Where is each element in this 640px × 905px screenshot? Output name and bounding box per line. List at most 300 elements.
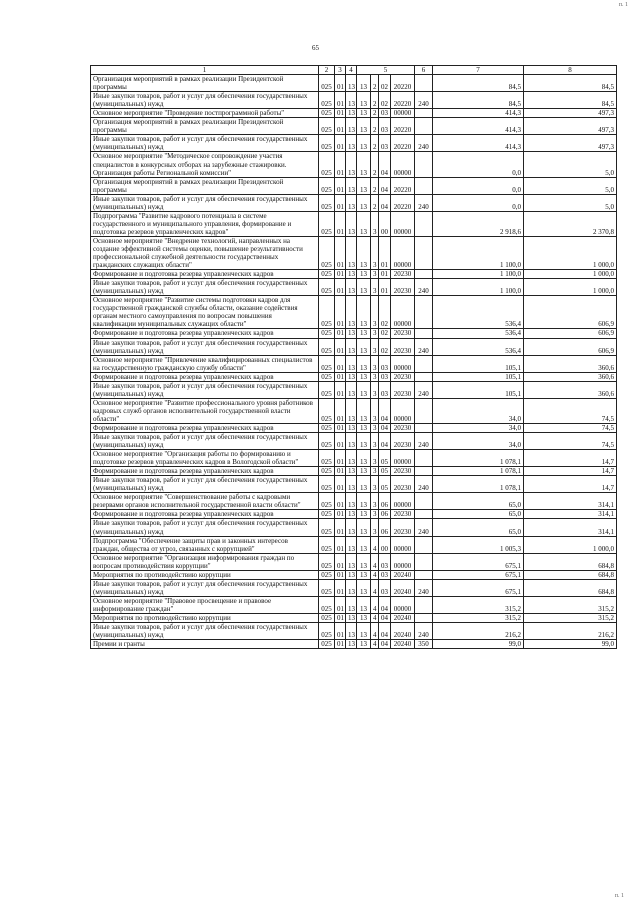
subsection-code-cell: 13 — [346, 279, 357, 296]
program-code-cell: 13 — [357, 493, 371, 510]
ved-code-cell: 025 — [319, 570, 335, 579]
activity-code-cell: 04 — [379, 596, 391, 613]
table-row — [91, 398, 617, 423]
program-code-cell: 13 — [357, 75, 371, 92]
subprogram-code-cell: 4 — [371, 536, 379, 553]
amount-2019-cell: 34,0 — [433, 423, 524, 432]
header-cell: 5 — [357, 66, 415, 75]
subsection-code-cell: 13 — [346, 570, 357, 579]
subsection-code-cell: 13 — [346, 194, 357, 211]
subsection-code-cell: 13 — [346, 152, 357, 177]
section-code-cell: 01 — [335, 118, 346, 135]
section-code-cell: 01 — [335, 109, 346, 118]
activity-code-cell: 03 — [379, 118, 391, 135]
activity-code-cell: 03 — [379, 381, 391, 398]
direction-code-cell: 20230 — [391, 467, 415, 476]
program-code-cell: 13 — [357, 467, 371, 476]
row-name-cell: Основное мероприятие "Привлечение квалифицированных специалистов на государственную гражданскую службу области" — [91, 355, 319, 372]
amount-2019-cell: 0,0 — [433, 177, 524, 194]
amount-2020-cell: 606,9 — [524, 329, 617, 338]
ved-code-cell: 025 — [319, 510, 335, 519]
subsection-code-cell: 13 — [346, 236, 357, 269]
table-row — [91, 614, 617, 623]
section-code-cell: 01 — [335, 381, 346, 398]
direction-code-cell: 20220 — [391, 92, 415, 109]
corner-mark-bottom: п. 1 — [614, 893, 624, 899]
subprogram-code-cell: 3 — [371, 493, 379, 510]
amount-2020-cell: 99,0 — [524, 640, 617, 649]
program-code-cell: 13 — [357, 329, 371, 338]
program-code-cell: 13 — [357, 596, 371, 613]
amount-2019-cell: 0,0 — [433, 152, 524, 177]
amount-2019-cell: 65,0 — [433, 519, 524, 536]
amount-2020-cell: 14,7 — [524, 450, 617, 467]
amount-2020-cell: 315,2 — [524, 596, 617, 613]
direction-code-cell: 20230 — [391, 510, 415, 519]
header-row — [91, 66, 617, 75]
subprogram-code-cell: 4 — [371, 614, 379, 623]
direction-code-cell: 20220 — [391, 75, 415, 92]
table-row — [91, 118, 617, 135]
expense-type-cell — [415, 596, 433, 613]
amount-2020-cell: 360,6 — [524, 372, 617, 381]
subsection-code-cell: 13 — [346, 493, 357, 510]
row-name-cell: Формирование и подготовка резерва управленческих кадров — [91, 423, 319, 432]
subprogram-code-cell: 3 — [371, 372, 379, 381]
section-code-cell: 01 — [335, 510, 346, 519]
table-row — [91, 236, 617, 269]
subsection-code-cell: 13 — [346, 329, 357, 338]
corner-mark-top: п. 1 — [618, 2, 628, 8]
ved-code-cell: 025 — [319, 194, 335, 211]
activity-code-cell: 00 — [379, 536, 391, 553]
activity-code-cell: 02 — [379, 338, 391, 355]
amount-2020-cell: 1 000,0 — [524, 236, 617, 269]
row-name-cell: Организация мероприятий в рамках реализации Президентской программы — [91, 75, 319, 92]
ved-code-cell: 025 — [319, 553, 335, 570]
expense-type-cell — [415, 270, 433, 279]
section-code-cell: 01 — [335, 433, 346, 450]
amount-2019-cell: 675,1 — [433, 579, 524, 596]
ved-code-cell: 025 — [319, 329, 335, 338]
section-code-cell: 01 — [335, 450, 346, 467]
subsection-code-cell: 13 — [346, 579, 357, 596]
expense-type-cell — [415, 118, 433, 135]
expense-type-cell: 350 — [415, 640, 433, 649]
subsection-code-cell: 13 — [346, 553, 357, 570]
subprogram-code-cell: 4 — [371, 623, 379, 640]
section-code-cell: 01 — [335, 536, 346, 553]
table-row — [91, 152, 617, 177]
ved-code-cell: 025 — [319, 640, 335, 649]
row-name-cell: Формирование и подготовка резерва управленческих кадров — [91, 510, 319, 519]
table-row — [91, 510, 617, 519]
header-cell: 7 — [433, 66, 524, 75]
activity-code-cell: 01 — [379, 236, 391, 269]
ved-code-cell: 025 — [319, 467, 335, 476]
expense-type-cell — [415, 329, 433, 338]
amount-2019-cell: 84,5 — [433, 92, 524, 109]
direction-code-cell: 20230 — [391, 329, 415, 338]
program-code-cell: 13 — [357, 423, 371, 432]
amount-2019-cell: 414,3 — [433, 118, 524, 135]
program-code-cell: 13 — [357, 510, 371, 519]
program-code-cell: 13 — [357, 433, 371, 450]
subprogram-code-cell: 2 — [371, 109, 379, 118]
program-code-cell: 13 — [357, 623, 371, 640]
section-code-cell: 01 — [335, 329, 346, 338]
activity-code-cell: 04 — [379, 433, 391, 450]
activity-code-cell: 04 — [379, 152, 391, 177]
expense-type-cell — [415, 177, 433, 194]
program-code-cell: 13 — [357, 296, 371, 329]
amount-2020-cell: 5,0 — [524, 152, 617, 177]
subprogram-code-cell: 3 — [371, 450, 379, 467]
amount-2020-cell: 216,2 — [524, 623, 617, 640]
ved-code-cell: 025 — [319, 476, 335, 493]
amount-2020-cell: 314,1 — [524, 519, 617, 536]
amount-2019-cell: 675,1 — [433, 553, 524, 570]
amount-2020-cell: 606,9 — [524, 338, 617, 355]
header-cell: 2 — [319, 66, 335, 75]
row-name-cell: Основное мероприятие "Внедрение технологий, направленных на создание эффективной системы оценки, повышение результативности профессиональной служебной деятельности государственных гражданских служащих области" — [91, 236, 319, 269]
row-name-cell: Иные закупки товаров, работ и услуг для обеспечения государственных (муниципальных) нужд — [91, 476, 319, 493]
table-row — [91, 296, 617, 329]
amount-2019-cell: 536,4 — [433, 338, 524, 355]
subprogram-code-cell: 3 — [371, 211, 379, 236]
direction-code-cell: 00000 — [391, 493, 415, 510]
section-code-cell: 01 — [335, 570, 346, 579]
amount-2019-cell: 0,0 — [433, 194, 524, 211]
subprogram-code-cell: 2 — [371, 75, 379, 92]
header-cell: 1 — [91, 66, 319, 75]
row-name-cell: Иные закупки товаров, работ и услуг для обеспечения государственных (муниципальных) нужд — [91, 279, 319, 296]
expense-type-cell: 240 — [415, 279, 433, 296]
section-code-cell: 01 — [335, 372, 346, 381]
header-cell: 3 — [335, 66, 346, 75]
expense-type-cell: 240 — [415, 476, 433, 493]
table-row — [91, 279, 617, 296]
expense-type-cell — [415, 423, 433, 432]
amount-2020-cell: 684,8 — [524, 553, 617, 570]
amount-2019-cell: 65,0 — [433, 510, 524, 519]
table-row — [91, 177, 617, 194]
row-name-cell: Иные закупки товаров, работ и услуг для обеспечения государственных (муниципальных) нужд — [91, 338, 319, 355]
ved-code-cell: 025 — [319, 118, 335, 135]
amount-2019-cell: 65,0 — [433, 493, 524, 510]
subprogram-code-cell: 2 — [371, 194, 379, 211]
expense-type-cell: 240 — [415, 135, 433, 152]
program-code-cell: 13 — [357, 270, 371, 279]
direction-code-cell: 20230 — [391, 338, 415, 355]
row-name-cell: Подпрограмма "Обеспечение защиты прав и законных интересов граждан, общества от угроз, связанных с коррупцией" — [91, 536, 319, 553]
expense-type-cell: 240 — [415, 519, 433, 536]
direction-code-cell: 00000 — [391, 109, 415, 118]
amount-2020-cell: 2 370,8 — [524, 211, 617, 236]
direction-code-cell: 20230 — [391, 270, 415, 279]
activity-code-cell: 05 — [379, 450, 391, 467]
activity-code-cell: 04 — [379, 194, 391, 211]
section-code-cell: 01 — [335, 596, 346, 613]
activity-code-cell: 04 — [379, 423, 391, 432]
amount-2020-cell: 606,9 — [524, 296, 617, 329]
expense-type-cell — [415, 467, 433, 476]
expense-type-cell — [415, 296, 433, 329]
table-row — [91, 194, 617, 211]
section-code-cell: 01 — [335, 579, 346, 596]
amount-2019-cell: 105,1 — [433, 355, 524, 372]
table-row — [91, 476, 617, 493]
amount-2020-cell: 497,3 — [524, 109, 617, 118]
program-code-cell: 13 — [357, 118, 371, 135]
amount-2020-cell: 360,6 — [524, 355, 617, 372]
direction-code-cell: 20240 — [391, 614, 415, 623]
section-code-cell: 01 — [335, 92, 346, 109]
subsection-code-cell: 13 — [346, 433, 357, 450]
ved-code-cell: 025 — [319, 236, 335, 269]
direction-code-cell: 00000 — [391, 296, 415, 329]
section-code-cell: 01 — [335, 270, 346, 279]
table-row — [91, 372, 617, 381]
subprogram-code-cell: 3 — [371, 329, 379, 338]
amount-2019-cell: 105,1 — [433, 372, 524, 381]
program-code-cell: 13 — [357, 476, 371, 493]
activity-code-cell: 02 — [379, 296, 391, 329]
section-code-cell: 01 — [335, 236, 346, 269]
row-name-cell: Организация мероприятий в рамках реализации Президентской программы — [91, 177, 319, 194]
amount-2019-cell: 1 078,1 — [433, 476, 524, 493]
amount-2019-cell: 34,0 — [433, 433, 524, 450]
ved-code-cell: 025 — [319, 423, 335, 432]
subsection-code-cell: 13 — [346, 510, 357, 519]
direction-code-cell: 20240 — [391, 640, 415, 649]
table-row — [91, 596, 617, 613]
subsection-code-cell: 13 — [346, 640, 357, 649]
section-code-cell: 01 — [335, 338, 346, 355]
direction-code-cell: 20230 — [391, 423, 415, 432]
amount-2020-cell: 84,5 — [524, 92, 617, 109]
program-code-cell: 13 — [357, 450, 371, 467]
subprogram-code-cell: 2 — [371, 177, 379, 194]
section-code-cell: 01 — [335, 614, 346, 623]
program-code-cell: 13 — [357, 614, 371, 623]
direction-code-cell: 00000 — [391, 596, 415, 613]
amount-2020-cell: 14,7 — [524, 476, 617, 493]
expense-type-cell — [415, 355, 433, 372]
direction-code-cell: 20230 — [391, 279, 415, 296]
page-number: 65 — [312, 44, 319, 52]
activity-code-cell: 04 — [379, 398, 391, 423]
amount-2019-cell: 1 100,0 — [433, 236, 524, 269]
expense-type-cell: 240 — [415, 579, 433, 596]
direction-code-cell: 20220 — [391, 118, 415, 135]
program-code-cell: 13 — [357, 355, 371, 372]
expense-type-cell: 240 — [415, 194, 433, 211]
direction-code-cell: 20230 — [391, 372, 415, 381]
subsection-code-cell: 13 — [346, 296, 357, 329]
activity-code-cell: 03 — [379, 579, 391, 596]
row-name-cell: Основное мероприятие "Развитие профессионального уровня работников кадровых служб органов исполнительной государственной власти области" — [91, 398, 319, 423]
expense-type-cell — [415, 536, 433, 553]
table-row — [91, 270, 617, 279]
table-row — [91, 570, 617, 579]
activity-code-cell: 06 — [379, 519, 391, 536]
activity-code-cell: 03 — [379, 355, 391, 372]
subsection-code-cell: 13 — [346, 381, 357, 398]
subsection-code-cell: 13 — [346, 135, 357, 152]
expense-type-cell — [415, 236, 433, 269]
amount-2019-cell: 1 078,1 — [433, 467, 524, 476]
amount-2020-cell: 497,3 — [524, 135, 617, 152]
section-code-cell: 01 — [335, 519, 346, 536]
direction-code-cell: 20230 — [391, 381, 415, 398]
expense-type-cell — [415, 493, 433, 510]
expense-type-cell — [415, 75, 433, 92]
direction-code-cell: 20220 — [391, 194, 415, 211]
row-name-cell: Формирование и подготовка резерва управленческих кадров — [91, 329, 319, 338]
amount-2019-cell: 1 078,1 — [433, 450, 524, 467]
amount-2020-cell: 74,5 — [524, 398, 617, 423]
program-code-cell: 13 — [357, 372, 371, 381]
direction-code-cell: 20240 — [391, 570, 415, 579]
subprogram-code-cell: 3 — [371, 270, 379, 279]
table-row — [91, 75, 617, 92]
table-row — [91, 109, 617, 118]
amount-2020-cell: 360,6 — [524, 381, 617, 398]
section-code-cell: 01 — [335, 493, 346, 510]
amount-2019-cell: 315,2 — [433, 614, 524, 623]
amount-2020-cell: 314,1 — [524, 510, 617, 519]
subsection-code-cell: 13 — [346, 614, 357, 623]
activity-code-cell: 02 — [379, 75, 391, 92]
ved-code-cell: 025 — [319, 614, 335, 623]
table-row — [91, 579, 617, 596]
table-row — [91, 355, 617, 372]
table-row — [91, 519, 617, 536]
direction-code-cell: 00000 — [391, 553, 415, 570]
direction-code-cell: 20230 — [391, 433, 415, 450]
expense-type-cell — [415, 510, 433, 519]
header-cell: 8 — [524, 66, 617, 75]
subprogram-code-cell: 4 — [371, 640, 379, 649]
header-cell: 6 — [415, 66, 433, 75]
direction-code-cell: 00000 — [391, 236, 415, 269]
amount-2019-cell: 414,3 — [433, 135, 524, 152]
subsection-code-cell: 13 — [346, 476, 357, 493]
ved-code-cell: 025 — [319, 338, 335, 355]
program-code-cell: 13 — [357, 236, 371, 269]
expense-type-cell — [415, 211, 433, 236]
ved-code-cell: 025 — [319, 152, 335, 177]
row-name-cell: Иные закупки товаров, работ и услуг для обеспечения государственных (муниципальных) нужд — [91, 135, 319, 152]
row-name-cell: Иные закупки товаров, работ и услуг для обеспечения государственных (муниципальных) нужд — [91, 194, 319, 211]
program-code-cell: 13 — [357, 570, 371, 579]
program-code-cell: 13 — [357, 92, 371, 109]
row-name-cell: Иные закупки товаров, работ и услуг для обеспечения государственных (муниципальных) нужд — [91, 433, 319, 450]
row-name-cell: Иные закупки товаров, работ и услуг для обеспечения государственных (муниципальных) нужд — [91, 579, 319, 596]
table-row — [91, 381, 617, 398]
section-code-cell: 01 — [335, 623, 346, 640]
expense-type-cell — [415, 450, 433, 467]
activity-code-cell: 05 — [379, 476, 391, 493]
row-name-cell: Иные закупки товаров, работ и услуг для обеспечения государственных (муниципальных) нужд — [91, 623, 319, 640]
subprogram-code-cell: 3 — [371, 355, 379, 372]
program-code-cell: 13 — [357, 109, 371, 118]
amount-2020-cell: 14,7 — [524, 467, 617, 476]
row-name-cell: Основное мероприятие "Проведение постпрограммной работы" — [91, 109, 319, 118]
table-row — [91, 329, 617, 338]
ved-code-cell: 025 — [319, 450, 335, 467]
subsection-code-cell: 13 — [346, 519, 357, 536]
subprogram-code-cell: 4 — [371, 596, 379, 613]
table-row — [91, 135, 617, 152]
row-name-cell: Основное мероприятие "Организация информирования граждан по вопросам противодействия коррупции" — [91, 553, 319, 570]
activity-code-cell: 03 — [379, 570, 391, 579]
subprogram-code-cell: 3 — [371, 296, 379, 329]
amount-2020-cell: 1 000,0 — [524, 279, 617, 296]
subsection-code-cell: 13 — [346, 118, 357, 135]
ved-code-cell: 025 — [319, 623, 335, 640]
subsection-code-cell: 13 — [346, 92, 357, 109]
ved-code-cell: 025 — [319, 211, 335, 236]
row-name-cell: Мероприятия по противодействию коррупции — [91, 614, 319, 623]
program-code-cell: 13 — [357, 279, 371, 296]
amount-2020-cell: 314,1 — [524, 493, 617, 510]
row-name-cell: Основное мероприятие "Методическое сопровождение участия специалистов в конкурсных отборах на зарубежные стажировки. Организация работы Региональной комиссии" — [91, 152, 319, 177]
direction-code-cell: 00000 — [391, 152, 415, 177]
activity-code-cell: 02 — [379, 329, 391, 338]
section-code-cell: 01 — [335, 476, 346, 493]
budget-table — [90, 65, 617, 649]
expense-type-cell: 240 — [415, 92, 433, 109]
row-name-cell: Иные закупки товаров, работ и услуг для обеспечения государственных (муниципальных) нужд — [91, 381, 319, 398]
amount-2019-cell: 2 918,6 — [433, 211, 524, 236]
amount-2020-cell: 684,8 — [524, 579, 617, 596]
section-code-cell: 01 — [335, 194, 346, 211]
subsection-code-cell: 13 — [346, 270, 357, 279]
activity-code-cell: 04 — [379, 623, 391, 640]
table-body — [91, 75, 617, 649]
table-row — [91, 493, 617, 510]
activity-code-cell: 03 — [379, 109, 391, 118]
subprogram-code-cell: 3 — [371, 510, 379, 519]
header-cell: 4 — [346, 66, 357, 75]
amount-2020-cell: 5,0 — [524, 177, 617, 194]
expense-type-cell — [415, 614, 433, 623]
section-code-cell: 01 — [335, 135, 346, 152]
direction-code-cell: 20220 — [391, 177, 415, 194]
ved-code-cell: 025 — [319, 296, 335, 329]
subsection-code-cell: 13 — [346, 75, 357, 92]
subsection-code-cell: 13 — [346, 355, 357, 372]
direction-code-cell: 00000 — [391, 536, 415, 553]
table-row — [91, 433, 617, 450]
table-row — [91, 536, 617, 553]
subsection-code-cell: 13 — [346, 467, 357, 476]
row-name-cell: Основное мероприятие "Правовое просвещение и правовое информирование граждан" — [91, 596, 319, 613]
row-name-cell: Организация мероприятий в рамках реализации Президентской программы — [91, 118, 319, 135]
expense-type-cell — [415, 570, 433, 579]
subprogram-code-cell: 3 — [371, 423, 379, 432]
subsection-code-cell: 13 — [346, 338, 357, 355]
amount-2020-cell: 84,5 — [524, 75, 617, 92]
subprogram-code-cell: 3 — [371, 236, 379, 269]
subsection-code-cell: 13 — [346, 372, 357, 381]
table-row — [91, 553, 617, 570]
subprogram-code-cell: 3 — [371, 381, 379, 398]
program-code-cell: 13 — [357, 152, 371, 177]
amount-2019-cell: 105,1 — [433, 381, 524, 398]
